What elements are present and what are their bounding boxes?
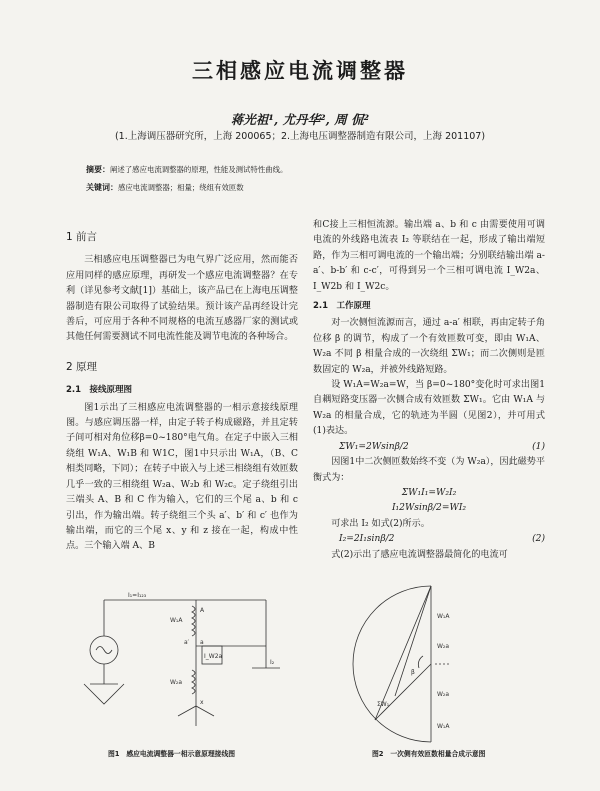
stator-winding (192, 606, 195, 636)
equation-1 (313, 440, 545, 455)
keywords-text: 感应电流调整器；相量；绕组有效匝数 (118, 183, 244, 192)
abstract-label: 摘要： (86, 165, 110, 174)
section-heading-principle: 2 原理 (66, 360, 98, 373)
fig2-label-w1a: W₁A (437, 613, 450, 620)
fig1-label-w1a: W₁A (170, 617, 183, 624)
fig2-label-w1a-lower: W₁A (437, 723, 450, 730)
fig1-label-w2a: W₂a (170, 679, 183, 686)
fig1-label-a-prime: a′ (184, 639, 190, 646)
figure-1-caption: 图1 感应电流调整器一相示意原理接线图 (108, 750, 236, 758)
equation-2-number: (2) (532, 534, 545, 545)
equation-1-body: ΣW₁=2Wsinβ/2 (339, 441, 409, 452)
working-paragraph-1: 对一次侧恒流源而言，通过 a-a′ 相联，再由定转子角位移 β 的调节，构成了一个有效匝数可变，即由 W₁A、W₂a 不同 β 相量合成的一次绕组 ΣW₁；而二次侧则是匝数固定的 W₂a，并被外线路短路。 (313, 318, 545, 375)
affiliations: (1.上海调压器研究所，上海 200065；2.上海电压调整器制造有限公司，上海 201107) (114, 131, 486, 142)
working-paragraph-5: 式(2)示出了感应电流调整器最简化的电流可 (331, 549, 508, 560)
ac-symbol (96, 647, 112, 654)
equation-2 (313, 532, 545, 547)
fig2-label-beta: β (411, 669, 415, 676)
semicircle-locus (353, 586, 431, 742)
wiring-paragraph: 图1示出了三相感应电流调整器的一相示意接线原理图。与感应调压器一样，由定子转子构成磁路，并且定转子间可相对角位移β=0~180°电气角。在定子中嵌入三相绕组 W₁A、W₁B 和 W1C，图1中只示出 W₁A，（B、C相类同略，下同）；在转子中嵌入与上述三相绕组有效匝数几乎一致的三相绕组 W₂a、W₂b 和 W₂c。定子绕组引出三端头 A、B 和 C 作为输入，它们的三个尾 a、b 和 c 引出，作为输出端。转子绕组三个头 a′、b′ 和 c′ 也作为输出端，而它的三个尾 x、y 和 z 接在一起，构成中性点。三个输入端 A、B (66, 402, 298, 552)
authors: 蒋光祖¹, 尤丹华², 周 侃² (230, 112, 370, 127)
mid-phasor (395, 586, 431, 696)
subsection-heading-wiring: 2.1 接线原理图 (66, 385, 133, 396)
rotor-winding (192, 670, 195, 694)
sum-w1-phasor (375, 586, 431, 720)
fig2-label-w2a: W₂a (437, 643, 450, 650)
equation-balance-b: I₁2Wsinβ/2=WI₂ (391, 503, 467, 514)
fig1-label-iw2a: I_W2a (204, 653, 223, 660)
keywords-label: 关键词： (86, 183, 118, 192)
fig2-label-sum: ΣW₁ (377, 701, 390, 708)
fig2-label-w2a-lower: W₂a (437, 691, 450, 698)
beta-arc (418, 656, 423, 668)
working-paragraph-2: 设 W₁A=W₂a=W，当 β=0~180°变化时可求出图1自耦短路变压器一次侧合成有效匝数 ΣW₁。它由 W₁A 与 W₂a 的相量合成，它的轨迹为半圆（见图2），并可用式(1)表达。 (313, 380, 545, 437)
equation-2-body: I₂=2I₁sinβ/2 (339, 534, 395, 545)
section-heading-intro: 1 前言 (66, 231, 98, 243)
fig1-label-a: a (200, 639, 204, 646)
equation-1-number: (1) (532, 441, 545, 452)
fig1-label-i1: I₁=I₁₂₃ (128, 592, 147, 599)
abstract-text: 阐述了感应电流调整器的原理，性能及测试特性曲线。 (110, 165, 288, 174)
abstract (86, 164, 287, 175)
intro-paragraph: 三相感应电压调整器已为电气界广泛应用，然而能否应用同样的感应原理，再研发一个感应电流调整器？在专利（详见参考文献[1]）基础上，该产品已在上海电压调整器制造有限公司取得了试验结果。预计该产品再经设计完善后，可应用于各种不同规格的电流互感器厂家的测试或其他任何需要测试不同电流性能及调节电流的各种场合。 (66, 255, 298, 343)
keywords (86, 182, 244, 193)
paper-title: 三相感应电流调整器 (192, 59, 408, 83)
left-column (66, 218, 298, 555)
ground-leads (84, 684, 124, 704)
right-column (313, 218, 545, 563)
subsection-heading-working: 2.1 工作原理 (313, 301, 371, 312)
fig1-label-x: x (200, 699, 204, 706)
figure-1-wiring-diagram (66, 588, 298, 740)
equation-balance-a: ΣW₁I₁=W₂I₂ (401, 487, 457, 498)
fig1-label-i2: I₂ (270, 659, 275, 666)
fig1-label-A: A (200, 607, 205, 614)
working-paragraph-3: 因图1中二次侧匝数始终不变（为 W₂a），因此磁势平衡式为： (313, 457, 545, 483)
figure-2-caption: 图2 一次侧有效匝数相量合成示意图 (372, 750, 486, 758)
continued-paragraph: 和C接上三相恒流源。输出端 a、b 和 c 由需要使用可调电流的外线路电流表 I₂ 等联结在一起，形成了输出端短路，作为三相可调电流的一个输出端；分别联结输出端 a-a′、b-b′ 和 c-c′，可得到另一个三相可调电流 I_W2a、I_W2b 和 I_W2c。 (313, 220, 545, 292)
working-paragraph-4: 可求出 I₂ 如式(2)所示。 (331, 518, 430, 529)
figure-2-phasor-diagram (313, 578, 545, 743)
